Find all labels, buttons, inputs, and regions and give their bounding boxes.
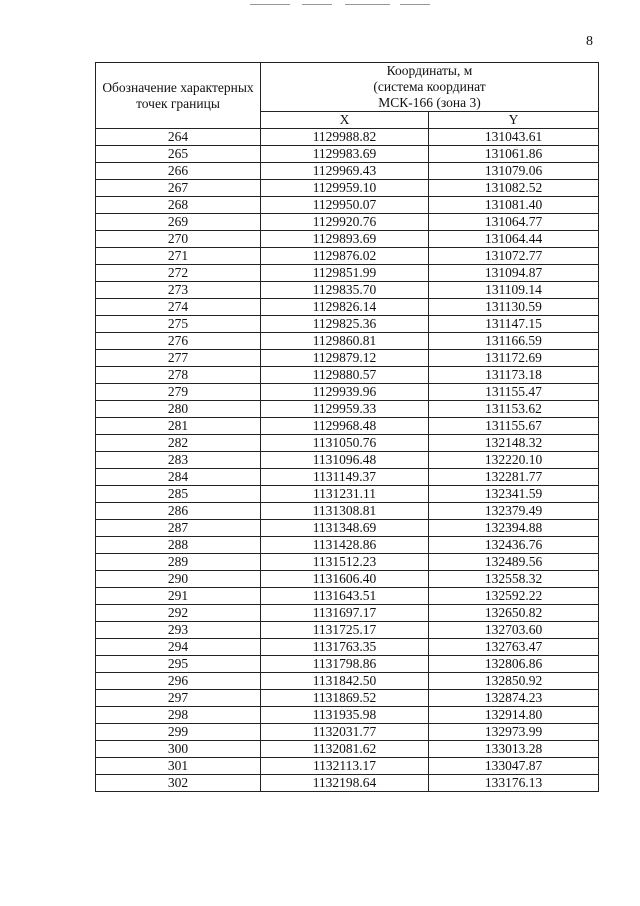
point-id-cell: 297 [96,690,261,707]
point-id-cell: 264 [96,129,261,146]
x-coordinate-cell: 1131606.40 [261,571,429,588]
y-coordinate-cell: 132220.10 [429,452,599,469]
y-coordinate-cell: 131081.40 [429,197,599,214]
point-id-cell: 281 [96,418,261,435]
point-id-cell: 288 [96,537,261,554]
point-id-cell: 294 [96,639,261,656]
table-row [96,656,599,673]
y-coordinate-cell: 131082.52 [429,180,599,197]
table-row [96,401,599,418]
y-coordinate-cell: 132148.32 [429,435,599,452]
x-coordinate-cell: 1129920.76 [261,214,429,231]
y-coordinate-cell: 133176.13 [429,775,599,792]
x-coordinate-cell: 1131428.86 [261,537,429,554]
y-coordinate-cell: 131072.77 [429,248,599,265]
x-coordinate-cell: 1131050.76 [261,435,429,452]
y-coordinate-cell: 132914.80 [429,707,599,724]
table-row [96,316,599,333]
point-id-cell: 293 [96,622,261,639]
table-row [96,180,599,197]
x-coordinate-cell: 1129988.82 [261,129,429,146]
x-coordinate-cell: 1129950.07 [261,197,429,214]
page-number: 8 [586,34,593,49]
y-coordinate-cell: 131043.61 [429,129,599,146]
point-id-cell: 283 [96,452,261,469]
point-id-cell: 298 [96,707,261,724]
table-row [96,588,599,605]
point-id-cell: 300 [96,741,261,758]
point-id-cell: 270 [96,231,261,248]
coordinates-header [261,63,599,112]
y-coordinate-cell: 131173.18 [429,367,599,384]
x-coordinate-cell: 1131231.11 [261,486,429,503]
table-row [96,741,599,758]
x-coordinate-cell: 1131798.86 [261,656,429,673]
y-coordinate-cell: 132973.99 [429,724,599,741]
y-coordinate-cell: 132874.23 [429,690,599,707]
x-coordinate-cell: 1129968.48 [261,418,429,435]
x-coordinate-cell: 1129825.36 [261,316,429,333]
point-label-header-text: Обозначение характерных точек границы [102,79,254,111]
x-coordinate-cell: 1129939.96 [261,384,429,401]
table-row [96,605,599,622]
point-id-cell: 301 [96,758,261,775]
coordinates-header-text: Координаты, м (система координат МСК-166 (зона 3) [373,63,486,110]
x-axis-header: X [261,112,429,129]
y-coordinate-cell: 132703.60 [429,622,599,639]
table-row [96,486,599,503]
point-id-cell: 284 [96,469,261,486]
x-coordinate-cell: 1132113.17 [261,758,429,775]
table-row [96,265,599,282]
table-row [96,537,599,554]
coordinates-table [95,62,599,792]
y-coordinate-cell: 132763.47 [429,639,599,656]
point-id-cell: 295 [96,656,261,673]
y-coordinate-cell: 133047.87 [429,758,599,775]
point-id-cell: 268 [96,197,261,214]
table-row [96,367,599,384]
y-coordinate-cell: 131172.69 [429,350,599,367]
x-coordinate-cell: 1131308.81 [261,503,429,520]
table-row [96,418,599,435]
x-coordinate-cell: 1129876.02 [261,248,429,265]
x-coordinate-cell: 1129879.12 [261,350,429,367]
table-row [96,673,599,690]
y-coordinate-cell: 132379.49 [429,503,599,520]
point-id-cell: 266 [96,163,261,180]
coordinates-table-body [96,129,599,792]
point-id-cell: 291 [96,588,261,605]
point-id-cell: 267 [96,180,261,197]
y-coordinate-cell: 132281.77 [429,469,599,486]
x-coordinate-cell: 1132198.64 [261,775,429,792]
x-coordinate-cell: 1129851.99 [261,265,429,282]
y-coordinate-cell: 131094.87 [429,265,599,282]
y-coordinate-cell: 132436.76 [429,537,599,554]
table-row [96,214,599,231]
y-coordinate-cell: 132394.88 [429,520,599,537]
point-id-cell: 277 [96,350,261,367]
table-row [96,146,599,163]
table-row [96,197,599,214]
x-coordinate-cell: 1131096.48 [261,452,429,469]
y-coordinate-cell: 131130.59 [429,299,599,316]
table-row [96,503,599,520]
point-id-cell: 278 [96,367,261,384]
y-coordinate-cell: 132558.32 [429,571,599,588]
y-coordinate-cell: 132592.22 [429,588,599,605]
table-row [96,384,599,401]
table-row [96,129,599,146]
y-coordinate-cell: 131109.14 [429,282,599,299]
x-coordinate-cell: 1131842.50 [261,673,429,690]
point-id-cell: 272 [96,265,261,282]
point-id-cell: 287 [96,520,261,537]
y-coordinate-cell: 131166.59 [429,333,599,350]
point-id-cell: 275 [96,316,261,333]
point-id-cell: 299 [96,724,261,741]
point-id-cell: 279 [96,384,261,401]
point-id-cell: 290 [96,571,261,588]
x-coordinate-cell: 1131725.17 [261,622,429,639]
x-coordinate-cell: 1129983.69 [261,146,429,163]
x-coordinate-cell: 1129826.14 [261,299,429,316]
y-coordinate-cell: 131079.06 [429,163,599,180]
y-coordinate-cell: 131147.15 [429,316,599,333]
table-row [96,707,599,724]
table-row [96,520,599,537]
point-id-cell: 265 [96,146,261,163]
y-coordinate-cell: 131153.62 [429,401,599,418]
table-row [96,469,599,486]
table-row [96,231,599,248]
point-id-cell: 296 [96,673,261,690]
table-row [96,248,599,265]
table-row [96,163,599,180]
table-row [96,452,599,469]
x-coordinate-cell: 1132081.62 [261,741,429,758]
y-coordinate-cell: 131064.44 [429,231,599,248]
x-coordinate-cell: 1129893.69 [261,231,429,248]
point-id-cell: 302 [96,775,261,792]
x-coordinate-cell: 1131697.17 [261,605,429,622]
x-coordinate-cell: 1131763.35 [261,639,429,656]
table-row [96,333,599,350]
x-coordinate-cell: 1132031.77 [261,724,429,741]
y-coordinate-cell: 132850.92 [429,673,599,690]
table-row [96,299,599,316]
scan-header-marks [250,4,430,6]
point-id-cell: 276 [96,333,261,350]
x-coordinate-cell: 1129860.81 [261,333,429,350]
point-id-cell: 285 [96,486,261,503]
table-row [96,639,599,656]
y-coordinate-cell: 131155.47 [429,384,599,401]
x-coordinate-cell: 1129880.57 [261,367,429,384]
y-axis-header: Y [429,112,599,129]
table-row [96,350,599,367]
table-row [96,554,599,571]
table-row [96,435,599,452]
x-coordinate-cell: 1129969.43 [261,163,429,180]
point-id-cell: 269 [96,214,261,231]
x-coordinate-cell: 1129959.10 [261,180,429,197]
y-coordinate-cell: 131061.86 [429,146,599,163]
point-id-cell: 282 [96,435,261,452]
x-coordinate-cell: 1131149.37 [261,469,429,486]
y-coordinate-cell: 132806.86 [429,656,599,673]
x-coordinate-cell: 1131869.52 [261,690,429,707]
y-coordinate-cell: 132341.59 [429,486,599,503]
y-coordinate-cell: 132489.56 [429,554,599,571]
table-row [96,282,599,299]
table-row [96,690,599,707]
x-coordinate-cell: 1131512.23 [261,554,429,571]
table-row [96,622,599,639]
table-row [96,775,599,792]
table-row [96,571,599,588]
point-id-cell: 274 [96,299,261,316]
point-id-cell: 280 [96,401,261,418]
table-row [96,724,599,741]
x-coordinate-cell: 1131348.69 [261,520,429,537]
x-coordinate-cell: 1131643.51 [261,588,429,605]
point-id-cell: 286 [96,503,261,520]
x-coordinate-cell: 1129835.70 [261,282,429,299]
y-coordinate-cell: 133013.28 [429,741,599,758]
point-label-header [96,63,261,129]
point-id-cell: 271 [96,248,261,265]
point-id-cell: 273 [96,282,261,299]
table-row [96,758,599,775]
point-id-cell: 292 [96,605,261,622]
y-coordinate-cell: 131155.67 [429,418,599,435]
x-coordinate-cell: 1129959.33 [261,401,429,418]
point-id-cell: 289 [96,554,261,571]
x-coordinate-cell: 1131935.98 [261,707,429,724]
y-coordinate-cell: 132650.82 [429,605,599,622]
y-coordinate-cell: 131064.77 [429,214,599,231]
